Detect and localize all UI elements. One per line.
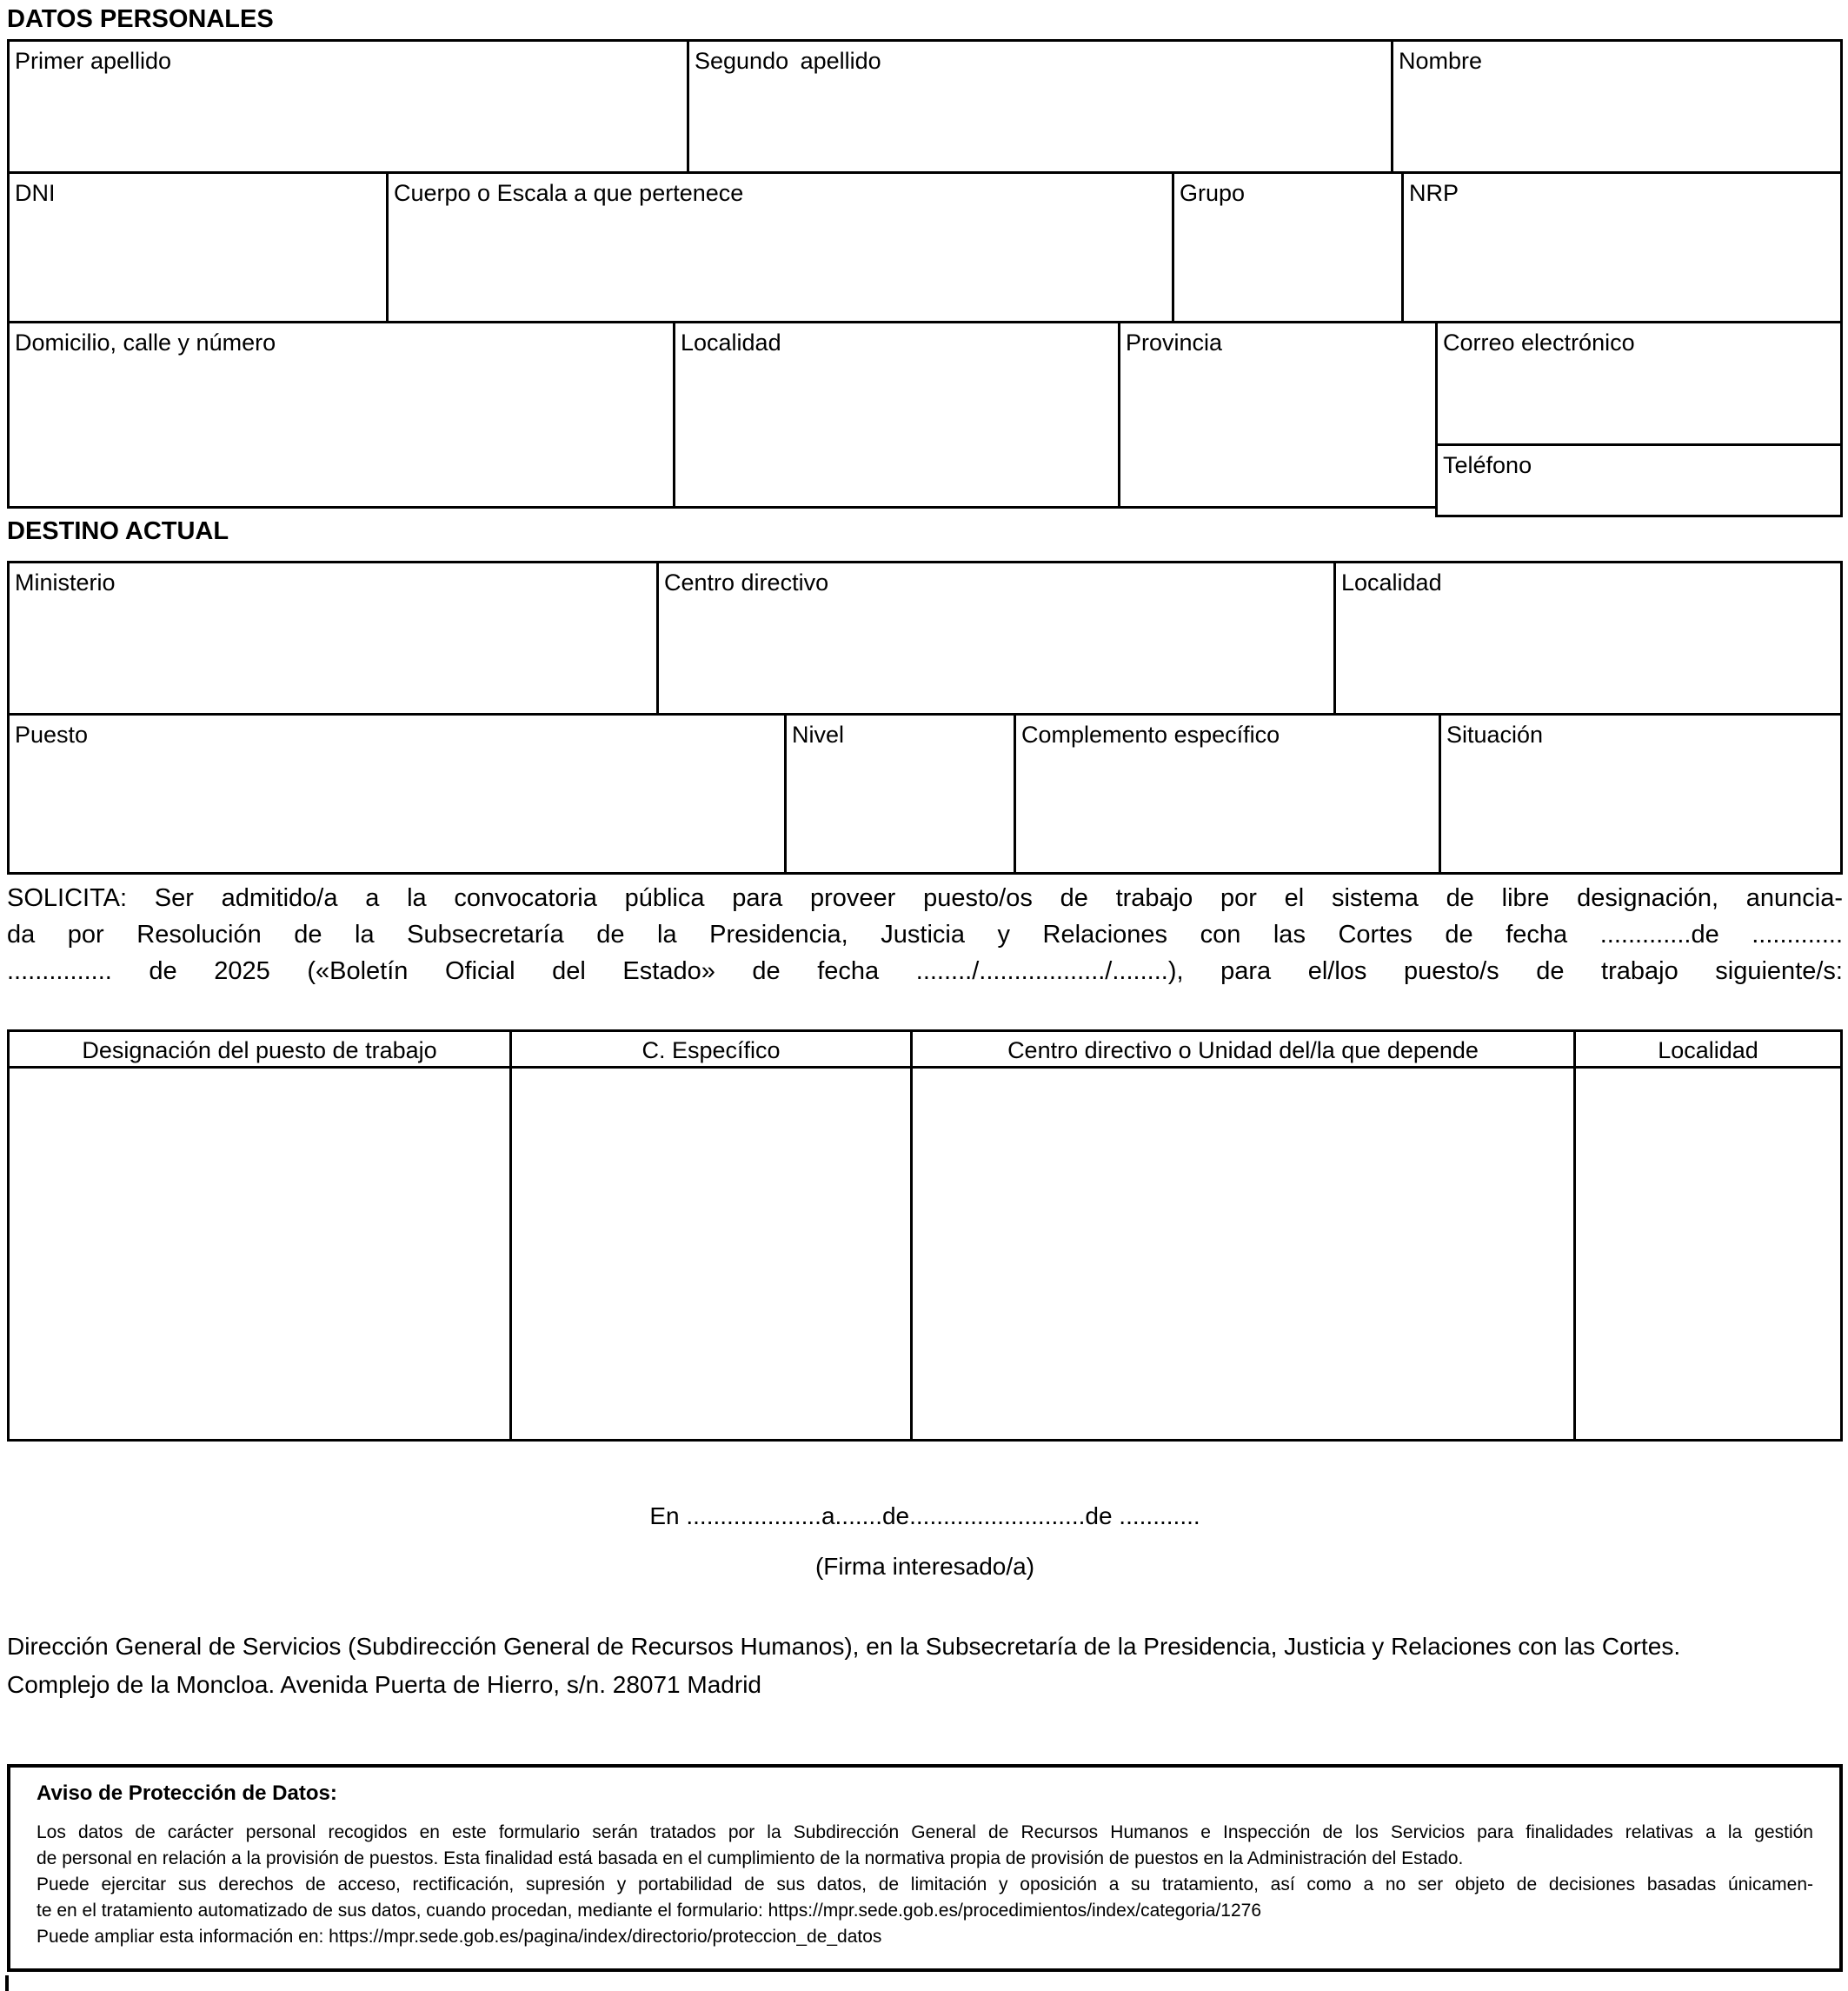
puestos-body-centro-directivo[interactable] [910,1066,1576,1442]
firma-label: (Firma interesado/a) [814,1553,1035,1580]
field-provincia[interactable] [1118,321,1438,509]
localidad-destino-label: Localidad [1341,569,1442,596]
field-nivel[interactable] [784,713,1016,875]
field-nrp[interactable] [1401,171,1843,323]
solicita-paragraph [7,880,1843,989]
grupo-label: Grupo [1180,180,1246,206]
puesto-label: Puesto [15,722,89,748]
field-grupo[interactable] [1172,171,1404,323]
puestos-header-designacion [7,1029,512,1069]
field-cuerpo-escala[interactable] [386,171,1174,323]
puestos-body-designacion[interactable] [7,1066,512,1442]
puestos-header-c-especifico-label: C. Específico [641,1037,781,1063]
localidad-label: Localidad [681,330,781,356]
centro-directivo-label: Centro directivo [664,569,829,596]
field-ministerio[interactable] [7,561,659,716]
field-centro-directivo[interactable] [656,561,1336,716]
field-nombre[interactable] [1391,39,1843,174]
aviso-line-3: Puede ejercitar sus derechos de acceso, rectificación, supresión y portabilidad de sus datos, de limitación y oposición a su tratamiento, así como a no ser objeto de decisiones basadas únicamen- [37,1874,1813,1894]
nrp-label: NRP [1409,180,1459,206]
field-localidad-destino[interactable] [1333,561,1843,716]
field-situacion[interactable] [1439,713,1843,875]
puestos-header-centro-directivo-label: Centro directivo o Unidad del/la que depende [1007,1037,1479,1063]
nombre-label: Nombre [1399,48,1483,74]
nivel-label: Nivel [792,722,845,748]
field-correo-electronico[interactable] [1435,321,1843,446]
domicilio-label: Domicilio, calle y número [15,330,276,356]
aviso-line-4: te en el tratamiento automatizado de sus datos, cuando procedan, mediante el formulario: https://mpr.sede.gob.es/procedimientos/index/categoria/1276 [37,1901,1262,1921]
solicita-line-2: da por Resolución de la Subsecretaría de la Presidencia, Justicia y Relaciones con las Cortes de fecha .............de ............. [7,921,1843,949]
aviso-proteccion-datos-box [7,1764,1843,1972]
field-telefono[interactable] [1435,443,1843,517]
puestos-header-designacion-label: Designación del puesto de trabajo [82,1037,437,1063]
provincia-label: Provincia [1126,330,1223,356]
complemento-especifico-label: Complemento específico [1021,722,1280,748]
field-segundo-apellido[interactable] [687,39,1393,174]
puestos-body-c-especifico[interactable] [509,1066,913,1442]
field-complemento-especifico[interactable] [1014,713,1441,875]
cuerpo-escala-label: Cuerpo o Escala a que pertenece [394,180,744,206]
field-domicilio[interactable] [7,321,675,509]
puestos-body-localidad[interactable] [1573,1066,1843,1442]
dni-label: DNI [15,180,56,206]
aviso-title: Aviso de Protección de Datos: [37,1781,337,1805]
destino-actual-heading: DESTINO ACTUAL [7,517,229,545]
puestos-header-c-especifico [509,1029,913,1069]
fecha-line[interactable]: En ....................a.......de..........................de ............ [649,1502,1200,1529]
situacion-label: Situación [1446,722,1544,748]
datos-personales-heading: DATOS PERSONALES [7,5,274,33]
aviso-line-2: de personal en relación a la provisión de puestos. Esta finalidad está basada en el cumplimiento de la normativa propia de provisión de puestos en la Administración del Estado. [37,1848,1464,1868]
destinatario-line-1: Dirección General de Servicios (Subdirección General de Recursos Humanos), en la Subsecretaría de la Presidencia, Justicia y Relaciones con las Cortes. [7,1633,1681,1660]
puestos-header-centro-directivo [910,1029,1576,1069]
primer-apellido-label: Primer apellido [15,48,172,74]
telefono-label: Teléfono [1443,452,1532,478]
puestos-header-localidad [1573,1029,1843,1069]
correo-label: Correo electrónico [1443,330,1635,356]
next-box-border-stub [5,1975,9,1991]
solicita-line-1: SOLICITA: Ser admitido/a a la convocatoria pública para proveer puesto/os de trabajo por el sistema de libre designación, anuncia- [7,884,1843,912]
segundo-apellido-label: Segundo apellido [695,48,881,74]
solicita-line-3: ............... de 2025 («Boletín Oficial del Estado» de fecha ......../................../........), para el/los puesto/s de trabajo siguiente/s: [7,957,1843,985]
field-dni[interactable] [7,171,389,323]
aviso-line-5: Puede ampliar esta información en: https://mpr.sede.gob.es/pagina/index/directorio/proteccion_de_datos [37,1927,882,1947]
puestos-header-localidad-label: Localidad [1658,1037,1758,1063]
field-localidad-personal[interactable] [673,321,1120,509]
destinatario-line-2: Complejo de la Moncloa. Avenida Puerta de Hierro, s/n. 28071 Madrid [7,1671,761,1698]
field-puesto[interactable] [7,713,787,875]
ministerio-label: Ministerio [15,569,116,596]
field-primer-apellido[interactable] [7,39,689,174]
destinatario-paragraph [7,1628,1843,1704]
aviso-line-1: Los datos de carácter personal recogidos en este formulario serán tratados por la Subdirección General de Recursos Humanos e Inspección de los Servicios para finalidades relativas a la gestión [37,1822,1813,1842]
